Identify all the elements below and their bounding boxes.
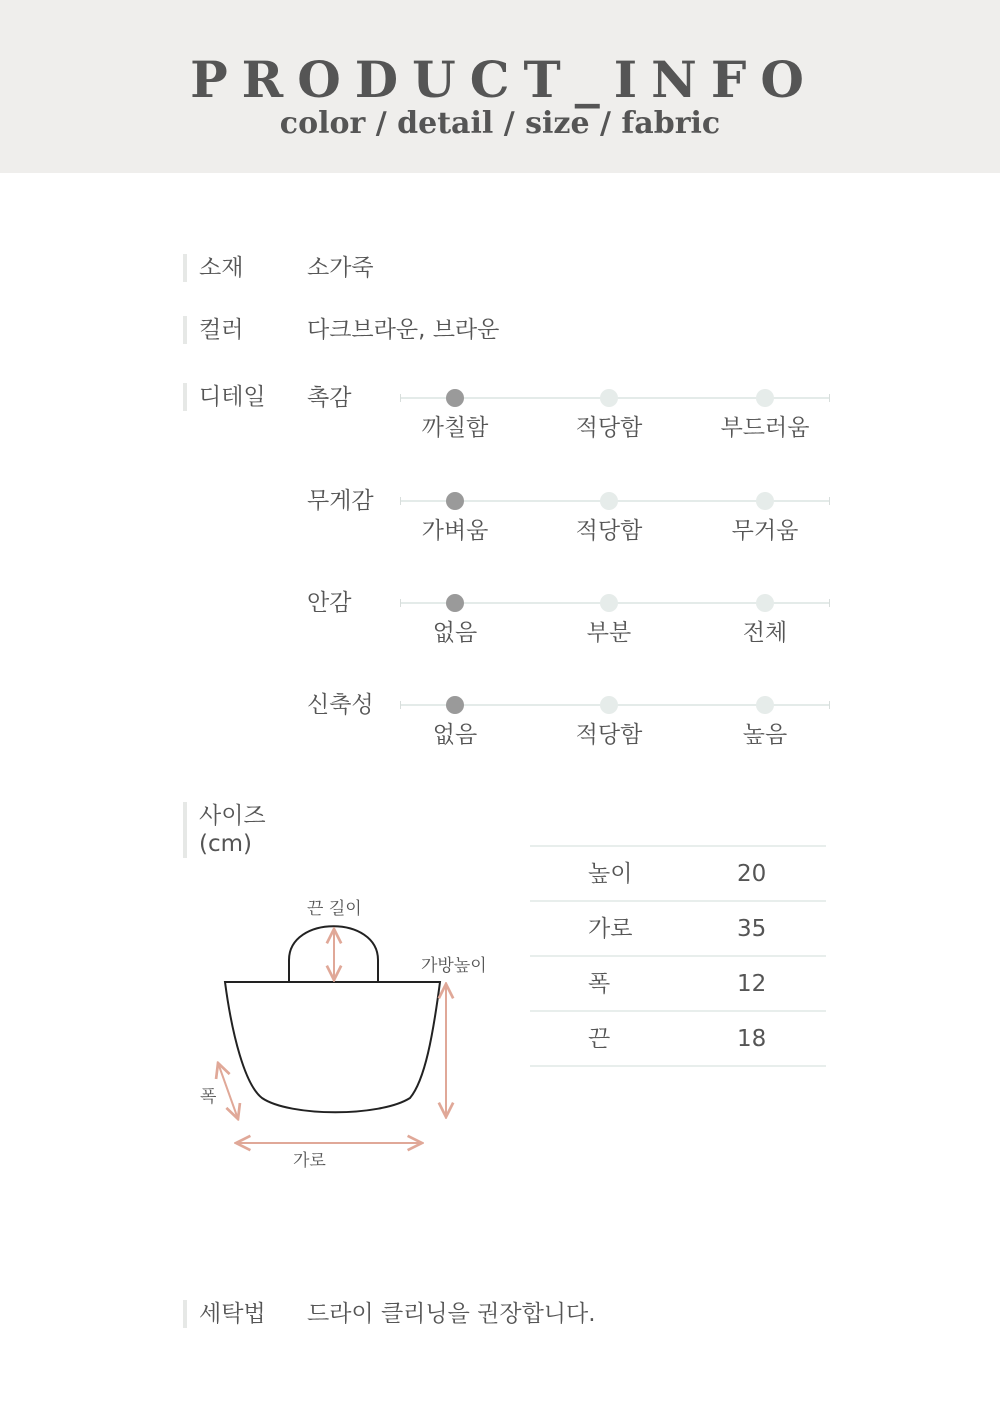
scale-dot	[600, 389, 618, 407]
scale-option-label: 없음	[432, 722, 478, 748]
scale-dot	[756, 389, 774, 407]
size-name: 높이	[588, 861, 633, 887]
scale-dot	[600, 594, 618, 612]
bag-body-outline	[225, 982, 440, 1112]
scale-option-label: 전체	[742, 620, 788, 646]
bag-diagram-svg	[190, 885, 510, 1185]
depth-label: 폭	[200, 1087, 217, 1107]
scale-name: 촉감	[307, 385, 352, 411]
scale-option-label: 적당함	[575, 722, 643, 748]
scale-option-label: 부분	[586, 620, 632, 646]
scale-option-label: 까칠함	[421, 415, 489, 441]
scale-dot-selected	[446, 492, 464, 510]
page-title: PRODUCT_INFO	[190, 50, 818, 109]
scale-dot-selected	[446, 594, 464, 612]
scale-name: 안감	[307, 590, 352, 616]
scale-dot	[600, 492, 618, 510]
scale-dot	[600, 696, 618, 714]
header-banner	[0, 0, 1000, 173]
table-row	[530, 1012, 826, 1065]
color-label: 컬러	[183, 316, 243, 344]
size-value: 35	[737, 916, 767, 942]
strap-length-label: 끈 길이	[307, 899, 362, 919]
page-subtitle: color / detail / size / fabric	[279, 106, 721, 141]
material-label: 소재	[183, 254, 243, 282]
scale-name: 신축성	[307, 692, 374, 718]
scale-dot-selected	[446, 389, 464, 407]
bag-height-label: 가방높이	[421, 956, 487, 976]
washing-value: 드라이 클리닝을 권장합니다.	[307, 1301, 596, 1327]
scale-option-label: 높음	[742, 722, 788, 748]
bag-diagram	[190, 885, 510, 1185]
size-value: 18	[737, 1026, 767, 1052]
color-value: 다크브라운, 브라운	[307, 317, 500, 343]
detail-label: 디테일	[183, 383, 266, 411]
size-value: 20	[737, 861, 767, 887]
scale-dot	[756, 594, 774, 612]
table-row	[530, 847, 826, 900]
table-row	[530, 902, 826, 955]
size-label: 사이즈 (cm)	[183, 802, 266, 858]
washing-label: 세탁법	[183, 1300, 266, 1328]
scale-option-label: 가벼움	[421, 518, 489, 544]
size-value: 12	[737, 971, 767, 997]
scale-option-label: 무거움	[731, 518, 799, 544]
scale-dot-selected	[446, 696, 464, 714]
size-table	[530, 845, 826, 1067]
scale-option-label: 적당함	[575, 518, 643, 544]
depth-arrow	[218, 1063, 238, 1119]
scale-name: 무게감	[307, 488, 374, 514]
scale-option-label: 없음	[432, 620, 478, 646]
scale-dot	[756, 492, 774, 510]
material-value: 소가죽	[307, 255, 374, 281]
scale-dot	[756, 696, 774, 714]
scale-option-label: 적당함	[575, 415, 643, 441]
table-rule	[530, 1065, 826, 1067]
size-name: 끈	[588, 1026, 611, 1052]
width-label: 가로	[293, 1151, 326, 1171]
table-row	[530, 957, 826, 1010]
size-name: 가로	[588, 916, 633, 942]
scale-option-label: 부드러움	[720, 415, 810, 441]
size-name: 폭	[588, 971, 611, 997]
